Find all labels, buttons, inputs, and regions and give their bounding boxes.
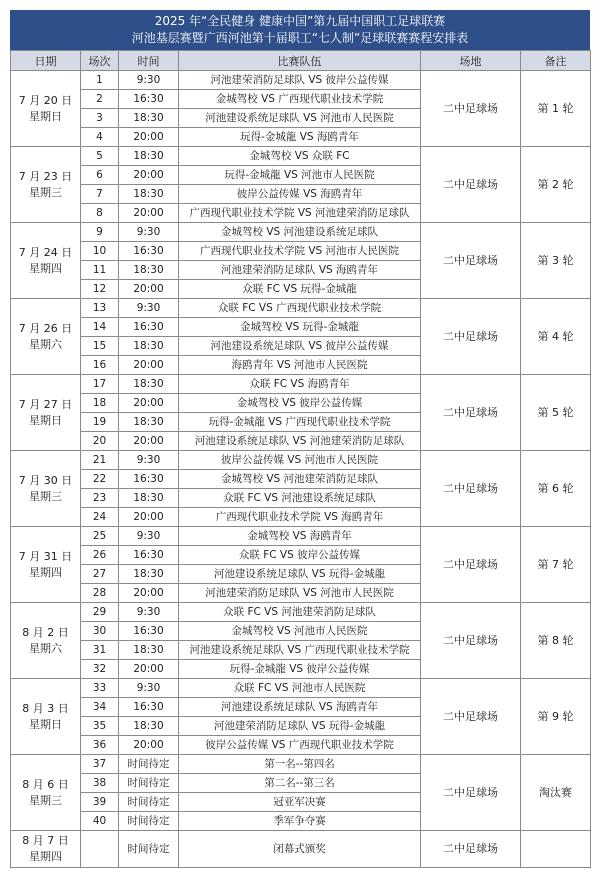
match-no: 24 <box>81 508 119 527</box>
match-teams: 彼岸公益传媒 VS 河池市人民医院 <box>179 451 421 470</box>
match-time: 时间待定 <box>119 812 179 831</box>
table-row <box>11 299 591 318</box>
match-no: 33 <box>81 679 119 698</box>
round-cell: 第 6 轮 <box>521 451 591 527</box>
match-no: 22 <box>81 470 119 489</box>
match-no: 14 <box>81 318 119 337</box>
date-text: 7 月 26 日 <box>18 321 73 335</box>
venue-cell: 二中足球场 <box>421 603 521 679</box>
match-teams: 众联 FC VS 彼岸公益传媒 <box>179 546 421 565</box>
match-teams: 闭幕式颁奖 <box>179 831 421 868</box>
header-row <box>11 51 591 71</box>
match-teams: 金城驾校 VS 河池建荣消防足球队 <box>179 470 421 489</box>
match-no: 16 <box>81 356 119 375</box>
title-line-1: 2025 年“全民健身 健康中国”第九届中国职工足球联赛 <box>154 14 446 28</box>
match-time: 18:30 <box>119 565 179 584</box>
match-no <box>81 831 119 868</box>
match-time: 20:00 <box>119 356 179 375</box>
match-teams: 海鸥青年 VS 河池市人民医院 <box>179 356 421 375</box>
match-no: 9 <box>81 223 119 242</box>
title-line-2: 河池基层赛暨广西河池第十届职工“七人制”足球联赛赛程安排表 <box>131 31 469 45</box>
match-no: 23 <box>81 489 119 508</box>
match-time: 9:30 <box>119 603 179 622</box>
match-teams: 玩得-金城龍 VS 海鸥青年 <box>179 128 421 147</box>
match-teams: 河池建荣消防足球队 VS 河池市人民医院 <box>179 584 421 603</box>
round-cell: 第 8 轮 <box>521 603 591 679</box>
date-cell <box>11 147 81 223</box>
match-no: 11 <box>81 261 119 280</box>
match-time: 18:30 <box>119 641 179 660</box>
venue-cell: 二中足球场 <box>421 299 521 375</box>
match-no: 1 <box>81 71 119 90</box>
date-text: 7 月 27 日 <box>18 397 73 411</box>
match-no: 40 <box>81 812 119 831</box>
venue-cell: 二中足球场 <box>421 755 521 831</box>
weekday-text: 星期日 <box>29 413 62 427</box>
match-time: 9:30 <box>119 527 179 546</box>
date-cell <box>11 299 81 375</box>
date-text: 8 月 6 日 <box>22 777 69 791</box>
match-time: 18:30 <box>119 489 179 508</box>
match-teams: 众联 FC VS 河池建设系统足球队 <box>179 489 421 508</box>
weekday-text: 星期六 <box>29 337 62 351</box>
match-teams: 金城驾校 VS 广西现代职业技术学院 <box>179 90 421 109</box>
match-time: 20:00 <box>119 736 179 755</box>
date-text: 7 月 20 日 <box>18 93 73 107</box>
table-row <box>11 527 591 546</box>
table-row <box>11 223 591 242</box>
match-no: 12 <box>81 280 119 299</box>
match-time: 20:00 <box>119 166 179 185</box>
schedule-title <box>10 10 590 50</box>
venue-cell: 二中足球场 <box>421 527 521 603</box>
match-no: 6 <box>81 166 119 185</box>
match-no: 8 <box>81 204 119 223</box>
match-time: 20:00 <box>119 584 179 603</box>
match-no: 21 <box>81 451 119 470</box>
match-time: 时间待定 <box>119 793 179 812</box>
header-teams: 比赛队伍 <box>179 51 421 71</box>
match-time: 20:00 <box>119 660 179 679</box>
match-no: 35 <box>81 717 119 736</box>
table-row <box>11 375 591 394</box>
match-no: 4 <box>81 128 119 147</box>
match-time: 18:30 <box>119 413 179 432</box>
match-teams: 众联 FC VS 河池建荣消防足球队 <box>179 603 421 622</box>
match-no: 34 <box>81 698 119 717</box>
match-no: 3 <box>81 109 119 128</box>
schedule-body <box>11 71 591 868</box>
table-row <box>11 451 591 470</box>
date-cell <box>11 71 81 147</box>
match-teams: 河池建荣消防足球队 VS 海鸥青年 <box>179 261 421 280</box>
match-time: 20:00 <box>119 432 179 451</box>
date-cell <box>11 603 81 679</box>
date-cell <box>11 831 81 868</box>
match-teams: 金城驾校 VS 海鸥青年 <box>179 527 421 546</box>
weekday-text: 星期日 <box>29 109 62 123</box>
match-no: 19 <box>81 413 119 432</box>
match-teams: 彼岸公益传媒 VS 广西现代职业技术学院 <box>179 736 421 755</box>
weekday-text: 星期四 <box>29 565 62 579</box>
table-row <box>11 755 591 774</box>
match-time: 20:00 <box>119 508 179 527</box>
match-no: 26 <box>81 546 119 565</box>
match-no: 27 <box>81 565 119 584</box>
match-time: 20:00 <box>119 204 179 223</box>
date-cell <box>11 375 81 451</box>
match-time: 时间待定 <box>119 774 179 793</box>
weekday-text: 星期三 <box>29 489 62 503</box>
match-teams: 第二名--第三名 <box>179 774 421 793</box>
date-cell <box>11 223 81 299</box>
match-time: 20:00 <box>119 394 179 413</box>
date-text: 8 月 3 日 <box>22 701 69 715</box>
venue-cell: 二中足球场 <box>421 375 521 451</box>
date-text: 7 月 30 日 <box>18 473 73 487</box>
match-no: 20 <box>81 432 119 451</box>
weekday-text: 星期六 <box>29 641 62 655</box>
match-teams: 河池建设系统足球队 VS 河池建荣消防足球队 <box>179 432 421 451</box>
match-teams: 众联 FC VS 广西现代职业技术学院 <box>179 299 421 318</box>
match-teams: 金城驾校 VS 彼岸公益传媒 <box>179 394 421 413</box>
date-text: 8 月 2 日 <box>22 625 69 639</box>
match-no: 13 <box>81 299 119 318</box>
match-no: 15 <box>81 337 119 356</box>
venue-cell: 二中足球场 <box>421 71 521 147</box>
schedule-table <box>10 50 591 868</box>
match-no: 2 <box>81 90 119 109</box>
match-teams: 河池建设系统足球队 VS 广西现代职业技术学院 <box>179 641 421 660</box>
venue-cell: 二中足球场 <box>421 147 521 223</box>
header-time: 时间 <box>119 51 179 71</box>
date-cell <box>11 451 81 527</box>
round-cell: 第 3 轮 <box>521 223 591 299</box>
match-teams: 河池建设系统足球队 VS 河池市人民医院 <box>179 109 421 128</box>
venue-cell: 二中足球场 <box>421 223 521 299</box>
match-time: 时间待定 <box>119 831 179 868</box>
round-cell: 淘汰赛 <box>521 755 591 831</box>
round-cell: 第 1 轮 <box>521 71 591 147</box>
match-teams: 金城驾校 VS 众联 FC <box>179 147 421 166</box>
match-teams: 众联 FC VS 海鸥青年 <box>179 375 421 394</box>
match-time: 时间待定 <box>119 755 179 774</box>
date-cell <box>11 679 81 755</box>
round-cell: 第 5 轮 <box>521 375 591 451</box>
match-teams: 河池建设系统足球队 VS 玩得-金城龍 <box>179 565 421 584</box>
match-time: 16:30 <box>119 622 179 641</box>
match-time: 9:30 <box>119 451 179 470</box>
date-text: 8 月 7 日 <box>22 834 69 847</box>
match-no: 7 <box>81 185 119 204</box>
schedule-sheet <box>10 10 590 868</box>
header-venue: 场地 <box>421 51 521 71</box>
round-cell: 第 2 轮 <box>521 147 591 223</box>
table-row <box>11 831 591 868</box>
round-cell: 第 7 轮 <box>521 527 591 603</box>
match-no: 38 <box>81 774 119 793</box>
match-time: 20:00 <box>119 280 179 299</box>
table-row <box>11 679 591 698</box>
weekday-text: 星期三 <box>29 793 62 807</box>
match-no: 31 <box>81 641 119 660</box>
weekday-text: 星期四 <box>29 261 62 275</box>
match-teams: 广西现代职业技术学院 VS 河池建荣消防足球队 <box>179 204 421 223</box>
round-cell: 第 9 轮 <box>521 679 591 755</box>
match-time: 18:30 <box>119 261 179 280</box>
match-teams: 玩得-金城龍 VS 河池市人民医院 <box>179 166 421 185</box>
match-teams: 金城驾校 VS 河池建设系统足球队 <box>179 223 421 242</box>
match-no: 28 <box>81 584 119 603</box>
match-teams: 众联 FC VS 河池市人民医院 <box>179 679 421 698</box>
match-no: 37 <box>81 755 119 774</box>
match-teams: 广西现代职业技术学院 VS 海鸥青年 <box>179 508 421 527</box>
match-no: 18 <box>81 394 119 413</box>
match-teams: 众联 FC VS 玩得-金城龍 <box>179 280 421 299</box>
match-time: 18:30 <box>119 717 179 736</box>
match-time: 9:30 <box>119 71 179 90</box>
match-time: 9:30 <box>119 299 179 318</box>
match-time: 18:30 <box>119 375 179 394</box>
venue-cell: 二中足球场 <box>421 679 521 755</box>
match-teams: 河池建设系统足球队 VS 海鸥青年 <box>179 698 421 717</box>
date-text: 7 月 24 日 <box>18 245 73 259</box>
match-no: 5 <box>81 147 119 166</box>
date-cell <box>11 755 81 831</box>
match-teams: 河池建荣消防足球队 VS 彼岸公益传媒 <box>179 71 421 90</box>
match-teams: 玩得-金城龍 VS 彼岸公益传媒 <box>179 660 421 679</box>
match-time: 20:00 <box>119 128 179 147</box>
table-row <box>11 147 591 166</box>
match-no: 25 <box>81 527 119 546</box>
match-no: 29 <box>81 603 119 622</box>
weekday-text: 星期日 <box>29 717 62 731</box>
match-teams: 彼岸公益传媒 VS 海鸥青年 <box>179 185 421 204</box>
weekday-text: 星期四 <box>29 850 62 863</box>
venue-cell: 二中足球场 <box>421 831 521 868</box>
match-teams: 冠亚军决赛 <box>179 793 421 812</box>
table-row <box>11 71 591 90</box>
venue-cell: 二中足球场 <box>421 451 521 527</box>
match-no: 36 <box>81 736 119 755</box>
header-match-no: 场次 <box>81 51 119 71</box>
match-teams: 广西现代职业技术学院 VS 河池市人民医院 <box>179 242 421 261</box>
match-teams: 第一名--第四名 <box>179 755 421 774</box>
date-text: 7 月 31 日 <box>18 549 73 563</box>
match-teams: 金城驾校 VS 玩得-金城龍 <box>179 318 421 337</box>
match-no: 39 <box>81 793 119 812</box>
match-teams: 金城驾校 VS 河池市人民医院 <box>179 622 421 641</box>
round-cell <box>521 831 591 868</box>
match-teams: 河池建荣消防足球队 VS 玩得-金城龍 <box>179 717 421 736</box>
table-row <box>11 603 591 622</box>
match-no: 32 <box>81 660 119 679</box>
date-text: 7 月 23 日 <box>18 169 73 183</box>
match-time: 16:30 <box>119 90 179 109</box>
match-time: 16:30 <box>119 470 179 489</box>
match-time: 16:30 <box>119 546 179 565</box>
match-teams: 季军争夺赛 <box>179 812 421 831</box>
round-cell: 第 4 轮 <box>521 299 591 375</box>
match-time: 18:30 <box>119 109 179 128</box>
match-time: 16:30 <box>119 242 179 261</box>
date-cell <box>11 527 81 603</box>
header-remarks: 备注 <box>521 51 591 71</box>
match-time: 9:30 <box>119 223 179 242</box>
match-no: 10 <box>81 242 119 261</box>
match-teams: 河池建设系统足球队 VS 彼岸公益传媒 <box>179 337 421 356</box>
match-no: 30 <box>81 622 119 641</box>
match-teams: 玩得-金城龍 VS 广西现代职业技术学院 <box>179 413 421 432</box>
weekday-text: 星期三 <box>29 185 62 199</box>
match-no: 17 <box>81 375 119 394</box>
match-time: 18:30 <box>119 185 179 204</box>
match-time: 16:30 <box>119 318 179 337</box>
header-date: 日期 <box>11 51 81 71</box>
match-time: 9:30 <box>119 679 179 698</box>
match-time: 18:30 <box>119 337 179 356</box>
match-time: 16:30 <box>119 698 179 717</box>
match-time: 18:30 <box>119 147 179 166</box>
